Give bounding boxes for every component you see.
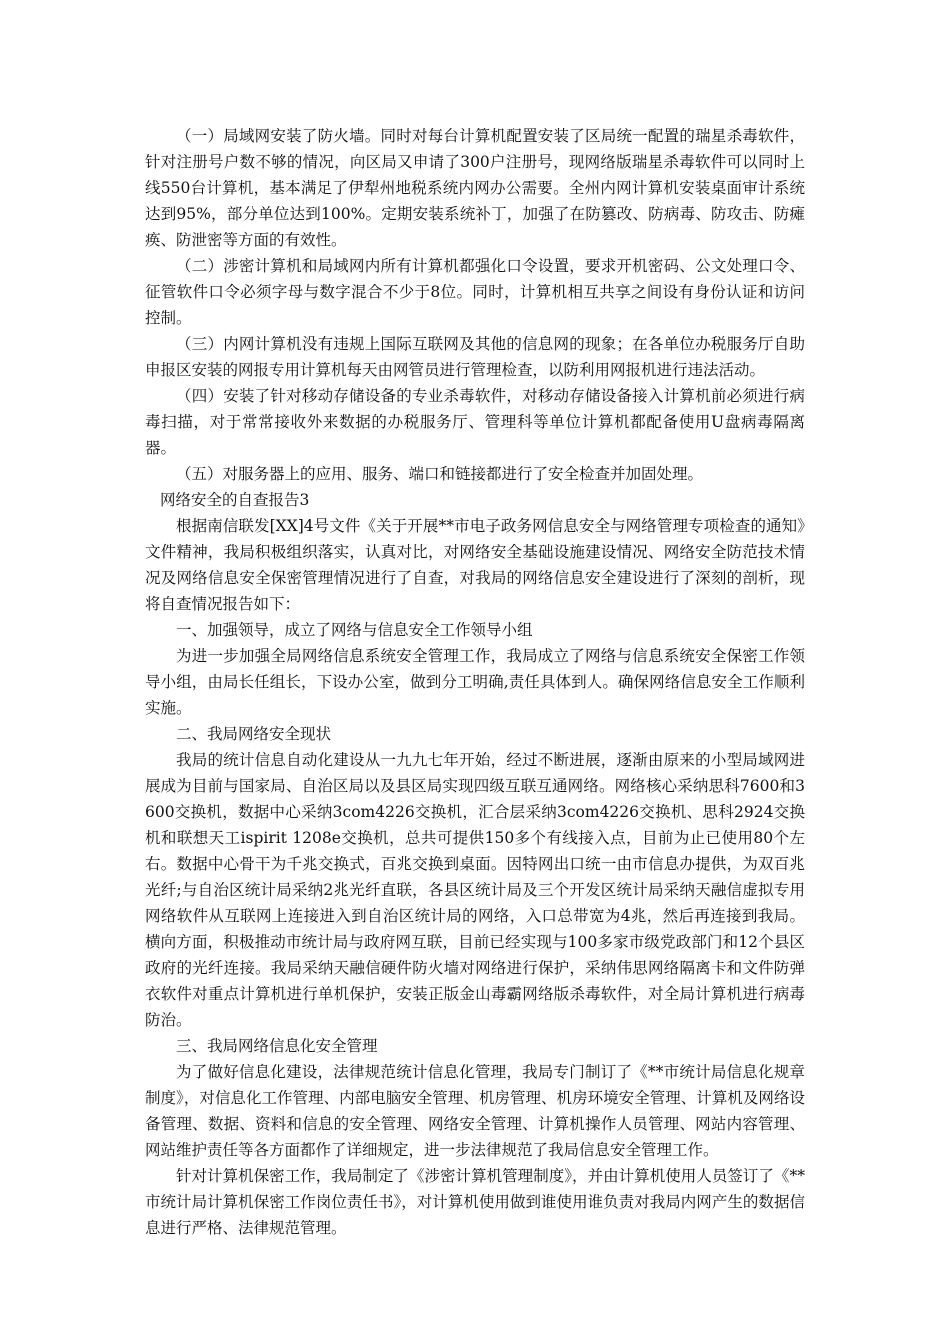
section-title-report-3: 网络安全的自查报告3 <box>160 491 310 509</box>
paragraph-server: （五）对服务器上的应用、服务、端口和链接都进行了安全检查并加固处理。 <box>176 465 704 483</box>
paragraph-management: 为了做好信息化建设，法律规范统计信息化管理，我局专门制订了《**市统计局信息化规章制度》，对信息化工作管理、内部电脑安全管理、机房管理、机房环境安全管理、计算机及网络设备管理、数据、资料和信息的安全管理、网络安全管理、计算机操作人员管理、网站内容管理、网站维护责任等各方面都作了详细规定，进一步法律规范了我局信息安全管理工作。 <box>145 1063 805 1159</box>
heading-management: 三、我局网络信息化安全管理 <box>176 1037 378 1055</box>
paragraph-status: 我局的统计信息自动化建设从一九九七年开始，经过不断进展，逐渐由原来的小型局域网进展成为目前与国家局、自治区局以及县区局实现四级互联互通网络。网络核心采纳思科7600和3600交换机，数据中心采纳3com4226交换机，汇合层采纳3com4226交换机、思科2924交换机和联想天工ispirit 1208e交换机，总共可提供150多个有线接入点，目前为止已使用80个左右。数据中心骨干为千兆交换式，百兆交换到桌面。因特网出口统一由市信息办提供，为双百兆光纤;与自治区统计局采纳2兆光纤直联，各县区统计局及三个开发区统计局采纳天融信虚拟专用网络软件从互联网上连接进入到自治区统计局的网络，入口总带宽为4兆，然后再连接到我局。横向方面，积极推动市统计局与政府网互联，目前已经实现与100多家市级党政部门和12个县区政府的光纤连接。我局采纳天融信硬件防火墙对网络进行保护，采纳伟思网络隔离卡和文件防弹衣软件对重点计算机进行单机保护，安装正版金山毒霸网络版杀毒软件，对全局计算机进行病毒防治。 <box>145 751 805 1029</box>
heading-leadership: 一、加强领导，成立了网络与信息安全工作领导小组 <box>176 621 533 639</box>
paragraph-intro: 根据南信联发[XX]4号文件《关于开展**市电子政务网信息安全与网络管理专项检查的通知》文件精神，我局积极组织落实，认真对比，对网络安全基础设施建设情况、网络安全防范技术情况及网络信息安全保密管理情况进行了自查，对我局的网络信息安全建设进行了深刻的剖析，现将自查情况报告如下： <box>145 517 805 613</box>
paragraph-firewall: （一）局域网安装了防火墙。同时对每台计算机配置安装了区局统一配置的瑞星杀毒软件，针对注册号户数不够的情况，向区局又申请了300户注册号，现网络版瑞星杀毒软件可以同时上线550台计算机，基本满足了伊犁州地税系统内网办公需要。全州内网计算机安装桌面审计系统达到95%，部分单位达到100%。定期安装系统补丁，加强了在防篡改、防病毒、防攻击、防瘫痪、防泄密等方面的有效性。 <box>145 127 805 249</box>
paragraph-password: （二）涉密计算机和局域网内所有计算机都强化口令设置，要求开机密码、公文处理口令、征管软件口令必须字母与数字混合不少于8位。同时，计算机相互共享之间设有身份认证和访问控制。 <box>145 257 805 327</box>
paragraph-storage: （四）安装了针对移动存储设备的专业杀毒软件，对移动存储设备接入计算机前必须进行病毒扫描，对于常常接收外来数据的办税服务厅、管理科等单位计算机都配备使用U盘病毒隔离器。 <box>145 387 805 457</box>
heading-status: 二、我局网络安全现状 <box>176 725 332 743</box>
document-body <box>145 123 805 1241</box>
paragraph-internet: （三）内网计算机没有违规上国际互联网及其他的信息网的现象；在各单位办税服务厅自助申报区安装的网报专用计算机每天由网管员进行管理检查，以防利用网报机进行违法活动。 <box>145 335 805 379</box>
paragraph-secrecy: 针对计算机保密工作，我局制定了《涉密计算机管理制度》，并由计算机使用人员签订了《**市统计局计算机保密工作岗位责任书》，对计算机使用做到谁使用谁负责对我局内网产生的数据信息进行严格、法律规范管理。 <box>145 1167 805 1237</box>
paragraph-leadership: 为进一步加强全局网络信息系统安全管理工作，我局成立了网络与信息系统安全保密工作领导小组，由局长任组长，下设办公室，做到分工明确,责任具体到人。确保网络信息安全工作顺利实施。 <box>145 647 805 717</box>
